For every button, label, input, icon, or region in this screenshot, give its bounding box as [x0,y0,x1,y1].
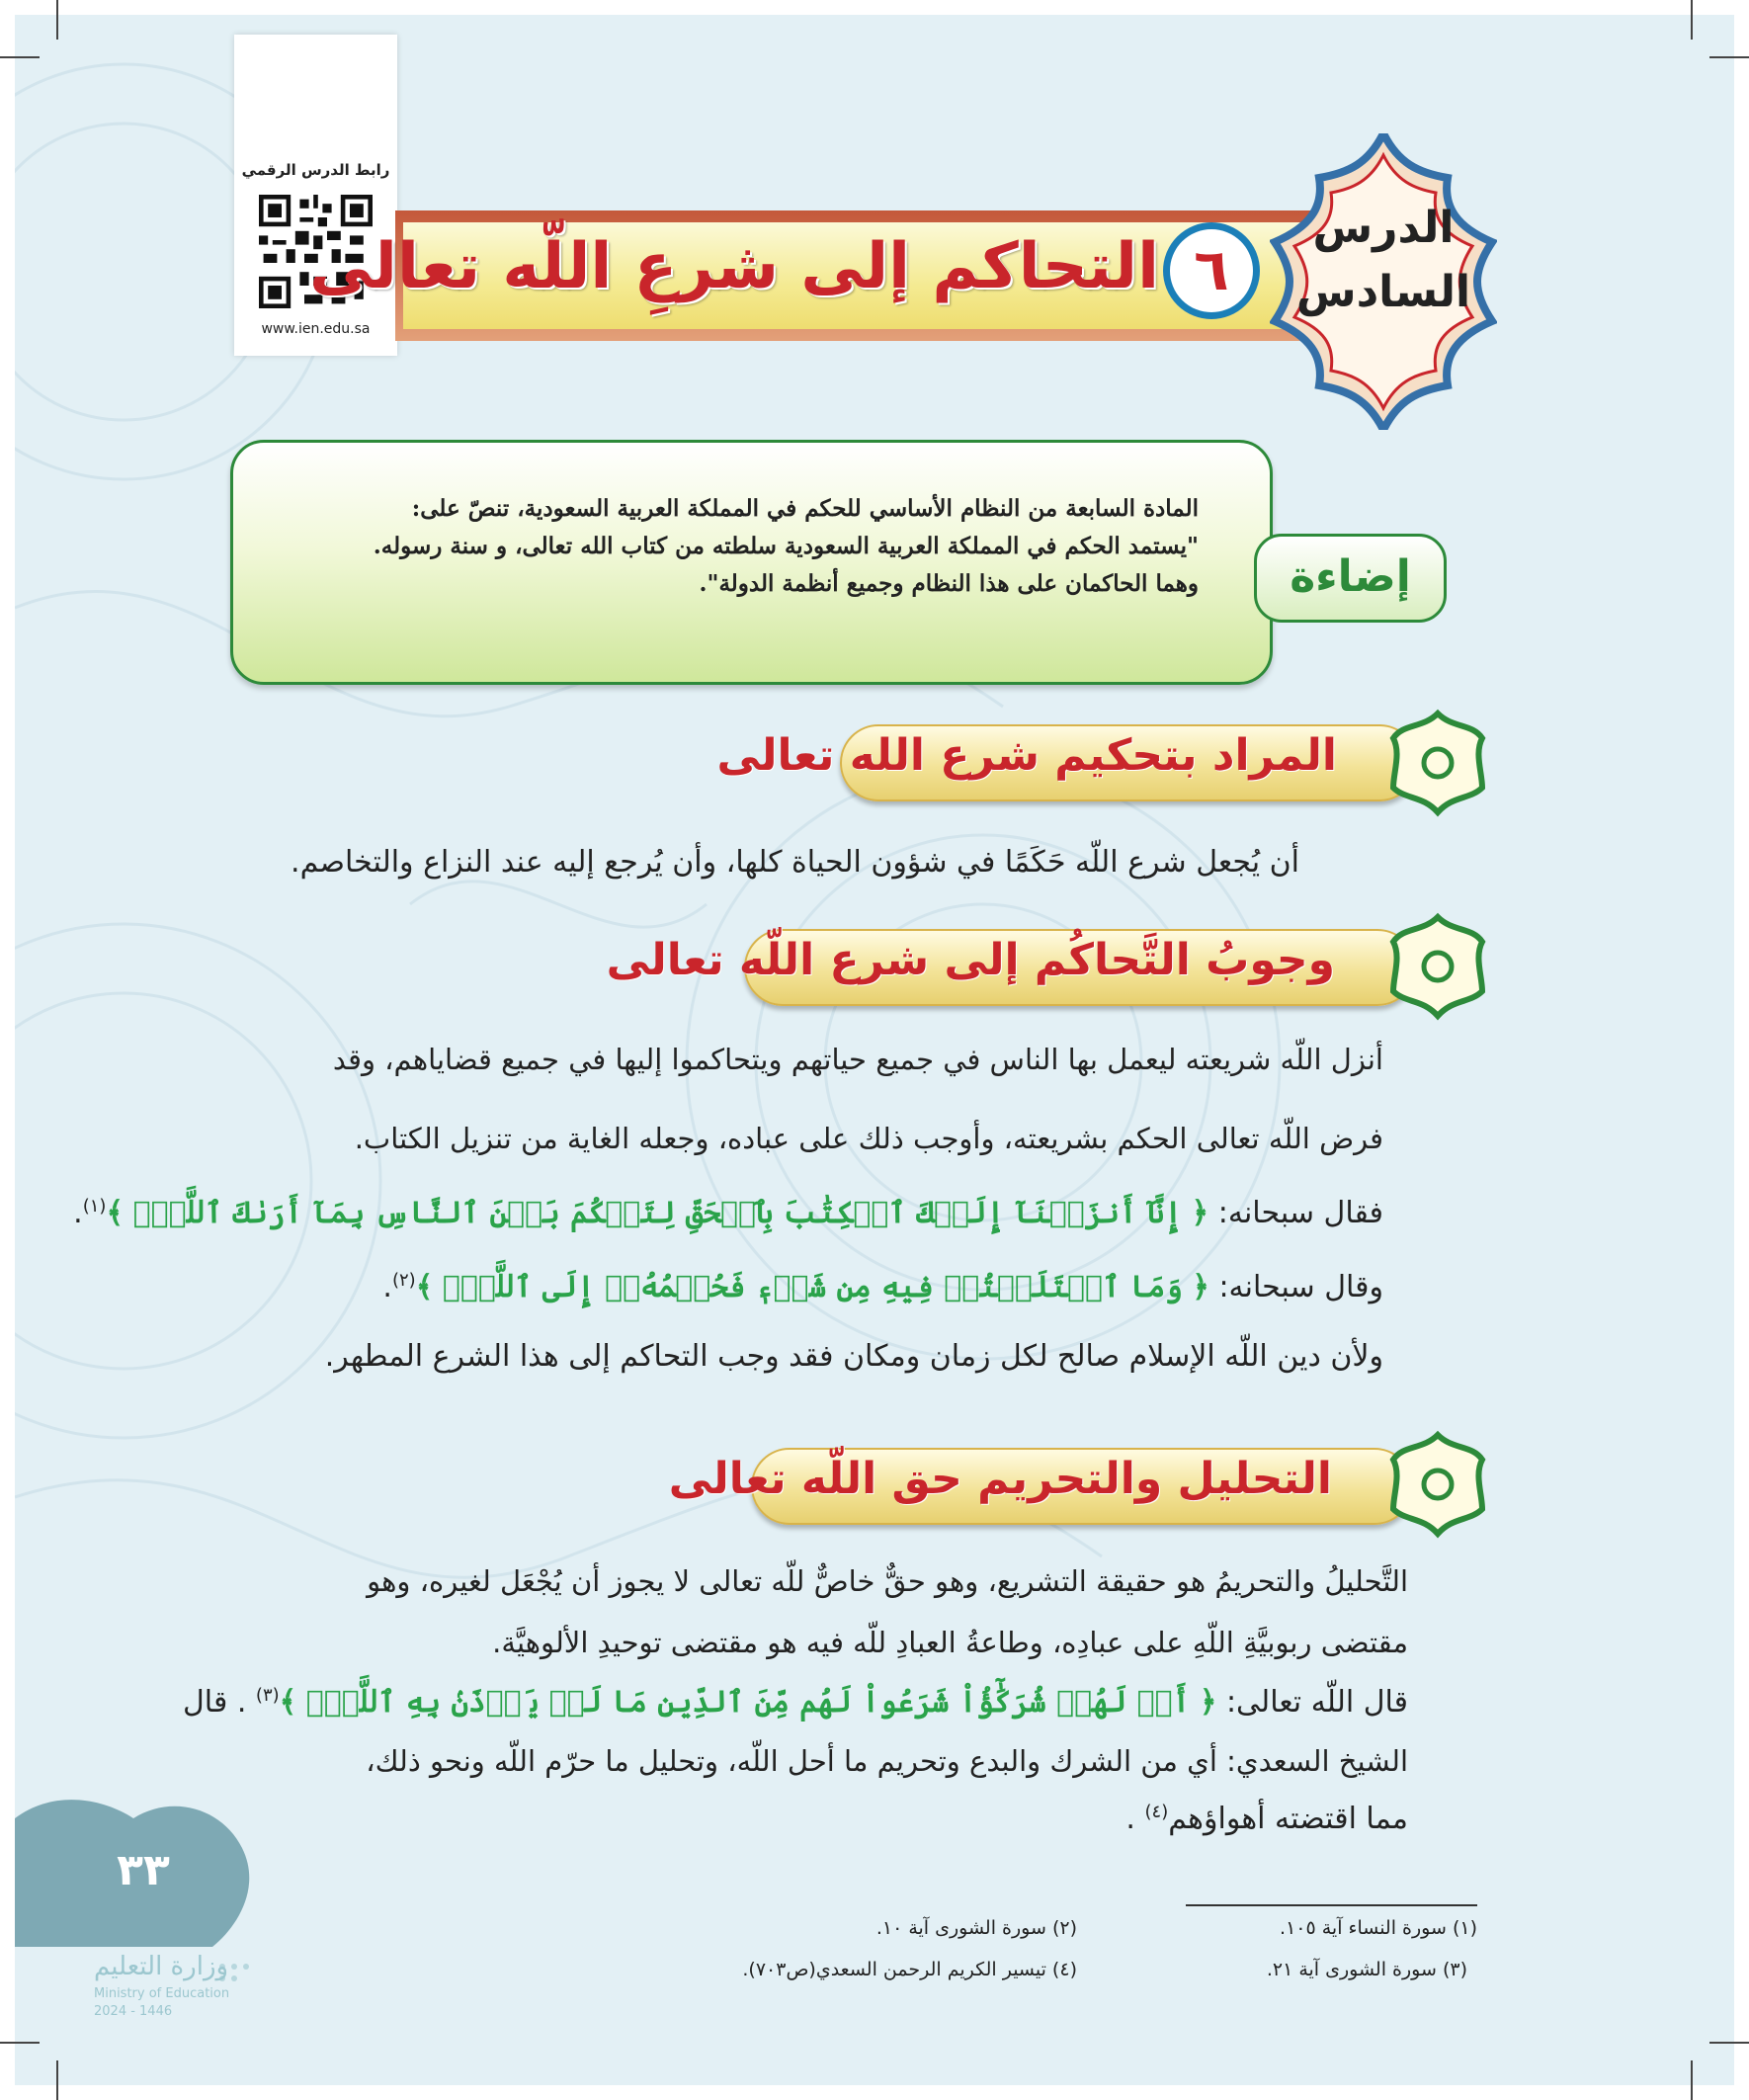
verse1-text: إِنَّآ أَنزَلۡنَآ إِلَيۡكَ ٱلۡكِتَٰبَ بِٱلۡحَقِّ لِتَحۡكُمَ بَيۡنَ ٱلنَّاسِ بِمَآ أَرَىٰكَ ٱللَّهُۚ [132,1196,1183,1230]
section2-line3: ولأن دين اللّه الإسلام صالح لكل زمان ومكان فقد وجب التحاكم إلى هذا الشرع المطهر. [324,1339,1383,1374]
crop-mark [1709,2042,1749,2044]
footnote-divider [1186,1904,1477,1906]
crop-mark [1691,0,1693,40]
section2-line1: أنزل اللّه شريعته ليعمل بها الناس في جميع حياتهم ويتحاكموا إليها في جميع قضاياهم، وقد [332,1043,1383,1076]
crop-mark [1709,56,1749,58]
crop-mark [0,2042,40,2044]
note-tab-label: إضاءة [1254,534,1447,623]
verse2-line: وقال سبحانه: ﴿ وَمَا ٱخۡتَلَفۡتُمۡ فِيهِ مِن شَيۡءٖ فَحُكۡمُهُۥٓ إِلَى ٱللَّهِۚ ﴾$^{(٢)}$. [382,1270,1383,1304]
lesson-badge-line2: السادس [1295,267,1471,317]
section3-line1: التَّحليلُ والتحريمُ هو حقيقة التشريع، وهو حقٌّ خاصٌّ للّه تعالى لا يجوز أن يُجْعَل لغيره، وهو [367,1564,1408,1598]
section3-line4: الشيخ السعدي: أي من الشرك والبدع وتحريم ما أحل اللّه، وتحليل ما حرّم اللّه ونحو ذلك، [366,1744,1408,1778]
footnote-ref: (١) [82,1196,107,1217]
arabesque-icon [1383,912,1492,1021]
section1-text: أن يُجعل شرع اللّه حَكَمًا في شؤون الحياة كلها، وأن يُرجع إليه عند النزاع والتخاصم. [291,845,1299,880]
qr-url[interactable]: www.ien.edu.sa [261,321,371,337]
footnote-3: (٣) سورة الشورى آية ٢١. [1266,1959,1467,1980]
note-line: المادة السابعة من النظام الأساسي للحكم في المملكة العربية السعودية، تنصّ على: [411,495,1199,522]
section-title: المراد بتحكيم شرع الله تعالى [716,730,1337,781]
verse-bracket-icon: ﴾ [279,1685,297,1720]
verse3-text: أَمۡ لَهُمۡ شُرَكَٰٓؤُاْ شَرَعُواْ لَهُم مِّنَ ٱلدِّينِ مَا لَمۡ يَأۡذَنۢ بِهِ ٱللَّهُۚ [305,1685,1191,1720]
crop-mark [0,56,40,58]
page [15,15,1734,2085]
note-text [339,490,1199,603]
arabesque-icon [1383,1430,1492,1539]
footnote-ref: (٣) [255,1685,280,1706]
note-line: وهما الحاكمان على هذا النظام وجميع أنظمة الدولة". [699,570,1199,597]
verse-bracket-icon: ﴿ [1199,1685,1217,1720]
qr-label: رابط الدرس الرقمي [241,161,390,179]
ministry-year: 2024 - 1446 [94,2004,173,2019]
qr-code-card[interactable] [234,35,397,356]
footnote-1: (١) سورة النساء آية ١٠٥. [1280,1917,1477,1939]
verse2-text: وَمَا ٱخۡتَلَفۡتُمۡ فِيهِ مِن شَيۡءٖ فَحُكۡمُهُۥٓ إِلَى ٱللَّهِۚ [442,1270,1183,1304]
footnote-ref: (٤) [1144,1802,1169,1822]
crop-mark [56,2060,58,2100]
footnote-4: (٤) تيسير الكريم الرحمن السعدي(ص٧٠٣). [742,1959,1077,1980]
lesson-badge-line1: الدرس [1312,203,1455,253]
section3-line5-end: . [1125,1802,1135,1836]
section-heading-3 [668,1448,1413,1525]
section-title: التحليل والتحريم حق اللّه تعالى [668,1454,1332,1504]
verse3-line [183,1685,1408,1720]
arabesque-icon [1383,709,1492,817]
section3-line2: مقتضى ربوبيَّةِ اللّهِ على عبادِه، وطاعةُ العبادِ للّه فيه هو مقتضى توحيدِ الألوهيَّة. [492,1626,1408,1659]
verse-bracket-icon: ﴾ [415,1270,434,1304]
note-box [230,440,1273,685]
verse3-after: . قال [183,1685,247,1720]
note-line: "يستمد الحكم في المملكة العربية السعودية سلطته من كتاب الله تعالى، و سنة رسوله. [373,533,1199,559]
verse-bracket-icon: ﴿ [1192,1270,1209,1304]
verse-bracket-icon: ﴾ [106,1196,125,1230]
ministry-logo-text: وزارة التعليم [94,1952,229,1981]
lesson-title: التحاكم إلى شرعِ اللّه تعالى [309,230,1159,303]
verse1-intro: فقال سبحانه: [1217,1196,1383,1230]
verse3-intro: قال اللّه تعالى: [1225,1685,1408,1720]
page-number: ٣٣ [117,1845,170,1895]
section-heading-1 [716,724,1418,801]
section2-line2: فرض اللّه تعالى الحكم بشريعته، وأوجب ذلك على عباده، وجعله الغاية من تنزيل الكتاب. [354,1122,1383,1155]
crop-mark [56,0,58,40]
verse2-intro: وقال سبحانه: [1218,1270,1383,1304]
section-title: وجوبُ التَّحاكُم إلى شرع اللّه تعالى [606,935,1335,985]
section-heading-2 [606,929,1416,1006]
lesson-number: ٦ [1163,222,1260,319]
section3-line5 [1125,1802,1408,1836]
verse-bracket-icon: ﴿ [1191,1196,1209,1230]
crop-mark [1691,2060,1693,2100]
footnote-2: (٢) سورة الشورى آية ١٠. [875,1917,1077,1939]
section3-line5-text: مما اقتضته أهواؤهم [1168,1802,1408,1836]
verse1-line: فقال سبحانه: ﴿ إِنَّآ أَنزَلۡنَآ إِلَيۡكَ ٱلۡكِتَٰبَ بِٱلۡحَقِّ لِتَحۡكُمَ بَيۡنَ ٱلنَّاسِ بِمَآ أَرَىٰكَ ٱللَّهُۚ ﴾$^{(١)}$. [73,1196,1383,1230]
ministry-english: Ministry of Education [94,1986,230,2001]
footnote-ref: (٢) [391,1270,416,1291]
